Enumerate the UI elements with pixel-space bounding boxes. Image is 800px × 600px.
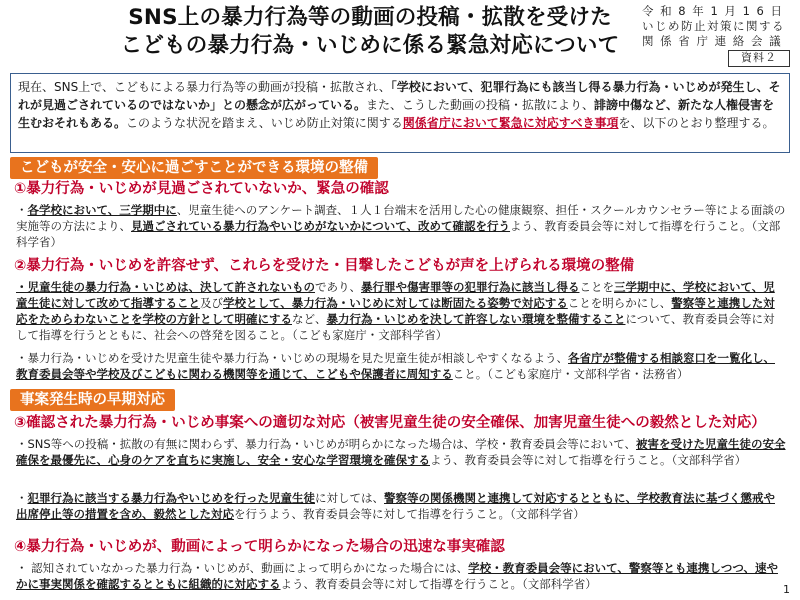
item-4-title: ④暴力行為・いじめが、動画によって明らかになった場合の迅速な事実確認 xyxy=(14,539,505,555)
underline-text: 警察等の関係機関と連携して対応するとともに、学校教育法に基づく懲戒や出席停止等の措置を含め、毅然とした対応 xyxy=(16,491,775,521)
text: よう、教育委員会等に対して指導を行うこと。（文部科学省） xyxy=(430,453,747,467)
page-number: 1 xyxy=(783,583,790,596)
document-meta xyxy=(642,4,792,49)
text: ・ xyxy=(16,491,28,505)
item-3-title: ③確認された暴力行為・いじめ事案への適切な対応（被害児童生徒の安全確保、加害児童生徒への毅然とした対応） xyxy=(14,415,766,431)
item-2-text xyxy=(16,279,786,343)
underline-text: 学校・教育委員会等において、警察等とも連携しつつ、速やかに事実関係を確認するとともに組織的に対応する xyxy=(16,561,778,591)
intro-bold: 「学校において、犯罪行為にも該当し得る暴力行為・いじめが発生し、それが見過ごされているのではないか」との懸念が広がっている。 xyxy=(18,80,781,112)
intro-text: を、以下のとおり整理する。 xyxy=(618,116,775,130)
meta-date: 令 和 8 年 1 月 1 6 日 xyxy=(642,4,784,18)
text: ・ xyxy=(16,203,28,217)
intro-text: 現在、SNS上で、こどもによる暴力行為等の動画が投稿・拡散され、 xyxy=(18,80,391,94)
text: について、教育委員会等に対して指導を行うとともに、社会への啓発を図ること。（こども家庭庁・文部科学省） xyxy=(16,312,775,342)
section-label-environment: こどもが安全・安心に過ごすことができる環境の整備 xyxy=(10,157,378,179)
text: に対しては、 xyxy=(315,491,384,505)
document-header xyxy=(0,0,800,70)
item-2b-text xyxy=(16,350,786,382)
text: ことを xyxy=(579,280,614,294)
text: こと。（こども家庭庁・文部科学省・法務省） xyxy=(452,367,689,381)
underline-text: 各省庁が整備する相談窓口を一覧化し、教育委員会等や学校及びこどもに関わる機関等を通じて、こどもや保護者に周知する xyxy=(16,351,775,381)
intro-bold: 誹謗中傷など、新たな人権侵害を生むおそれもある。 xyxy=(18,98,775,130)
text: を行うよう、教育委員会等に対して指導を行うこと。（文部科学省） xyxy=(234,507,585,521)
material-number-badge: 資料２ xyxy=(728,50,790,67)
meta-org-1: いじめ防止対策に関する xyxy=(642,19,785,33)
underline-text: 暴行罪や傷害罪等の犯罪行為に該当し得る xyxy=(361,280,580,294)
underline-text: 三学期中に、学校において、児童生徒に対して改めて指導すること xyxy=(16,280,775,310)
intro-emphasis: 関係省庁において緊急に対応すべき事項 xyxy=(402,116,619,130)
intro-box xyxy=(10,73,790,153)
item-4-text xyxy=(16,560,786,592)
section-label-early-response: 事案発生時の早期対応 xyxy=(10,389,175,411)
text: よう、教育委員会等に対して指導を行うこと。（文部科学省） xyxy=(16,219,781,249)
underline-text: 暴力行為・いじめを決して許容しない環境を整備すること xyxy=(326,312,626,326)
item-3b-text xyxy=(16,490,786,522)
underline-text: 犯罪行為に該当する暴力行為やいじめを行った児童生徒 xyxy=(27,491,315,505)
underline-text: 各学校において、三学期中に xyxy=(27,203,177,217)
item-3-text xyxy=(16,436,786,468)
title-line-1: SNS上の暴力行為等の動画の投稿・拡散を受けた xyxy=(128,5,612,30)
item-2-title: ②暴力行為・いじめを許容せず、これらを受けた・目撃したこどもが声を上げられる環境の整備 xyxy=(14,258,635,274)
text: 、児童生徒へのアンケート調査、１人１台端末を活用した心の健康観察、担任・スクールカウンセラー等による面談の実施等の方法により、 xyxy=(16,203,786,233)
text: など、 xyxy=(292,312,327,326)
underline-text: 見過ごされている暴力行為やいじめがないかについて、改めて確認を行う xyxy=(131,219,511,233)
text: ・暴力行為・いじめを受けた児童生徒や暴力行為・いじめの現場を見た児童生徒が相談しやすくなるよう、 xyxy=(16,351,568,365)
text: であり、 xyxy=(315,280,361,294)
intro-text: また、こうした動画の投稿・拡散により、 xyxy=(366,98,595,112)
underline-text: 被害を受けた児童生徒の安全確保を最優先に、心身のケアを直ちに実施し、安全・安心な学習環境を確保する xyxy=(16,437,786,467)
intro-text: このような状況を踏まえ、いじめ防止対策に関する xyxy=(126,116,403,130)
meta-org-2: 関 係 省 庁 連 絡 会 議 xyxy=(642,34,783,48)
title-line-2: こどもの暴力行為・いじめに係る緊急対応について xyxy=(120,33,620,58)
text: ・SNS等への投稿・拡散の有無に関わらず、暴力行為・いじめが明らかになった場合は、学校・教育委員会等において、 xyxy=(16,437,637,451)
underline-text: 警察等と連携した対応をためらわないことを学校の方針として明確にする xyxy=(16,296,775,326)
item-1-title: ①暴力行為・いじめが見過ごされていないか、緊急の確認 xyxy=(14,181,389,197)
text: よう、教育委員会等に対して指導を行うこと。（文部科学省） xyxy=(280,577,597,591)
text: ・ 認知されていなかった暴力行為・いじめが、動画によって明らかになった場合には、 xyxy=(16,561,469,575)
underline-text: ・児童生徒の暴力行為・いじめは、決して許されないもの xyxy=(16,280,315,294)
text: 及び xyxy=(200,296,223,310)
document-title xyxy=(70,4,670,60)
item-1-text xyxy=(16,202,786,250)
text: ことを明らかにし、 xyxy=(567,296,672,310)
underline-text: 学校として、暴力行為・いじめに対しては断固たる姿勢で対応する xyxy=(223,296,568,310)
